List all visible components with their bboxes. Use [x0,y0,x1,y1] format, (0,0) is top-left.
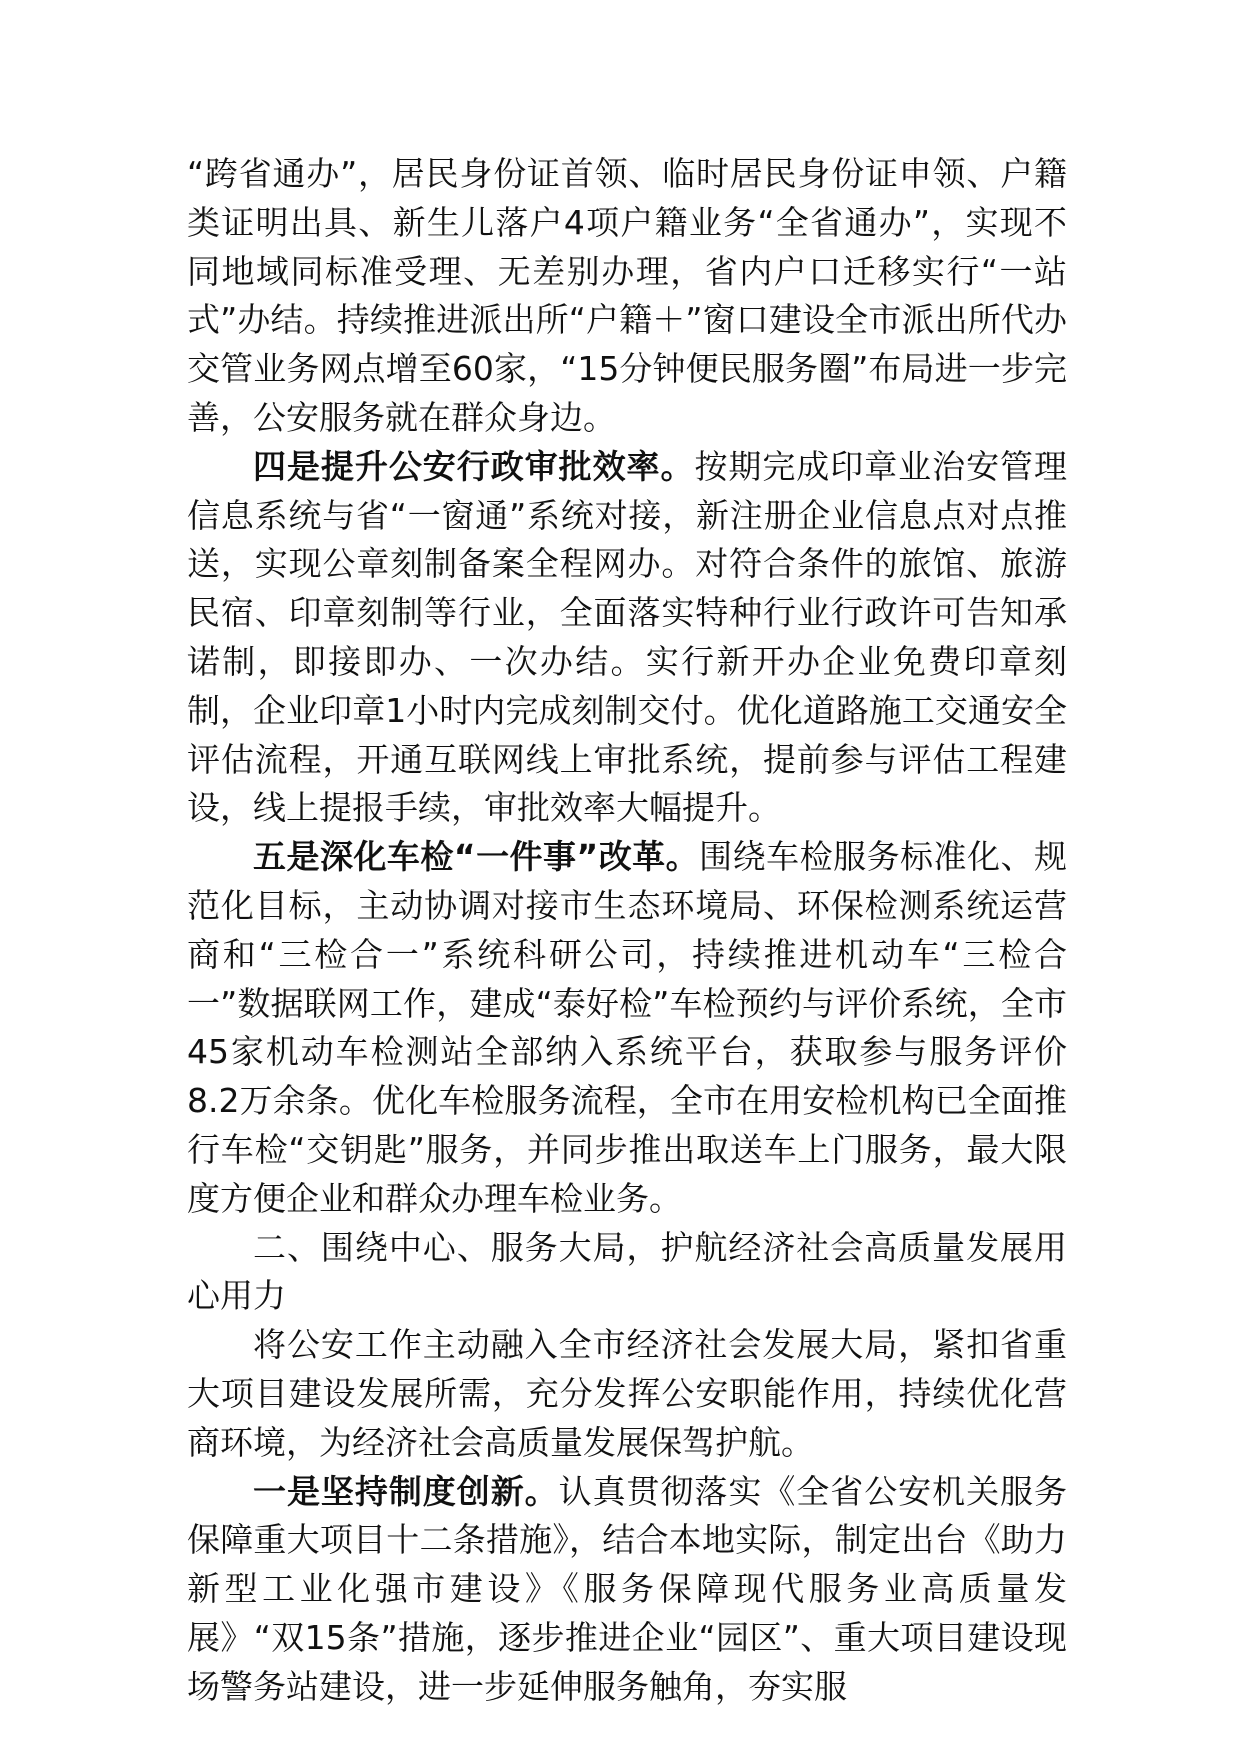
paragraph-text: “跨省通办”，居民身份证首领、临时居民身份证申领、户籍类证明出具、新生儿落户4项户籍业务“全省通办”，实现不同地域同标准受理、无差别办理，省内户口迁移实行“一站式”办结。持续推进派出所“户籍＋”窗口建设全市派出所代办交管业务网点增至60家，“15分钟便民服务圈”布局进一步完善，公安服务就在群众身边。 [187,154,1067,437]
paragraph-text: 按期完成印章业治安管理信息系统与省“一窗通”系统对接，新注册企业信息点对点推送，实现公章刻制备案全程网办。对符合条件的旅馆、旅游民宿、印章刻制等行业，全面落实特种行业行政许可告知承诺制，即接即办、一次办结。实行新开办企业免费印章刻制，企业印章1小时内完成刻制交付。优化道路施工交通安全评估流程，开通互联网线上审批系统，提前参与评估工程建设，线上提报手续，审批效率大幅提升。 [187,446,1068,828]
paragraph-section-intro [187,1321,1067,1467]
paragraph-text: 围绕车检服务标准化、规范化目标，主动协调对接市生态环境局、环保检测系统运营商和“三检合一”系统科研公司，持续推进机动车“三检合一”数据联网工作，建成“泰好检”车检预约与评价系统，全市45家机动车检测站全部纳入系统平台，获取参与服务评价8.2万余条。优化车检服务流程，全市在用安检机构已全面推行车检“交钥匙”服务，并同步推出取送车上门服务，最大限度方便企业和群众办理车检业务。 [187,837,1067,1218]
section-heading-text: 二、围绕中心、服务大局，护航经济社会高质量发展用心用力 [187,1227,1067,1316]
paragraph-chejian-gaige [187,833,1067,1223]
paragraph-text: 认真贯彻落实《全省公安机关服务保障重大项目十二条措施》，结合本地实际，制定出台《助力新型工业化强市建设》《服务保障现代服务业高质量发展》“双15条”措施，逐步推进企业“园区”、重大项目建设现场警务站建设，进一步延伸服务触角，夯实服 [187,1471,1068,1706]
paragraph-lead-heading: 一是坚持制度创新。 [253,1471,559,1511]
section-heading-two [187,1224,1067,1322]
paragraph-lead-heading: 四是提升公安行政审批效率。 [253,446,695,486]
paragraph-lead-heading: 五是深化车检“一件事”改革。 [253,837,700,877]
paragraph-xingzheng-shenpi [187,443,1067,833]
paragraph-huji-tongban [187,150,1067,443]
document-page [187,150,1067,1712]
paragraph-text: 将公安工作主动融入全市经济社会发展大局，紧扣省重大项目建设发展所需，充分发挥公安职能作用，持续优化营商环境，为经济社会高质量发展保驾护航。 [187,1325,1067,1462]
paragraph-zhidu-chuangxin [187,1468,1067,1712]
